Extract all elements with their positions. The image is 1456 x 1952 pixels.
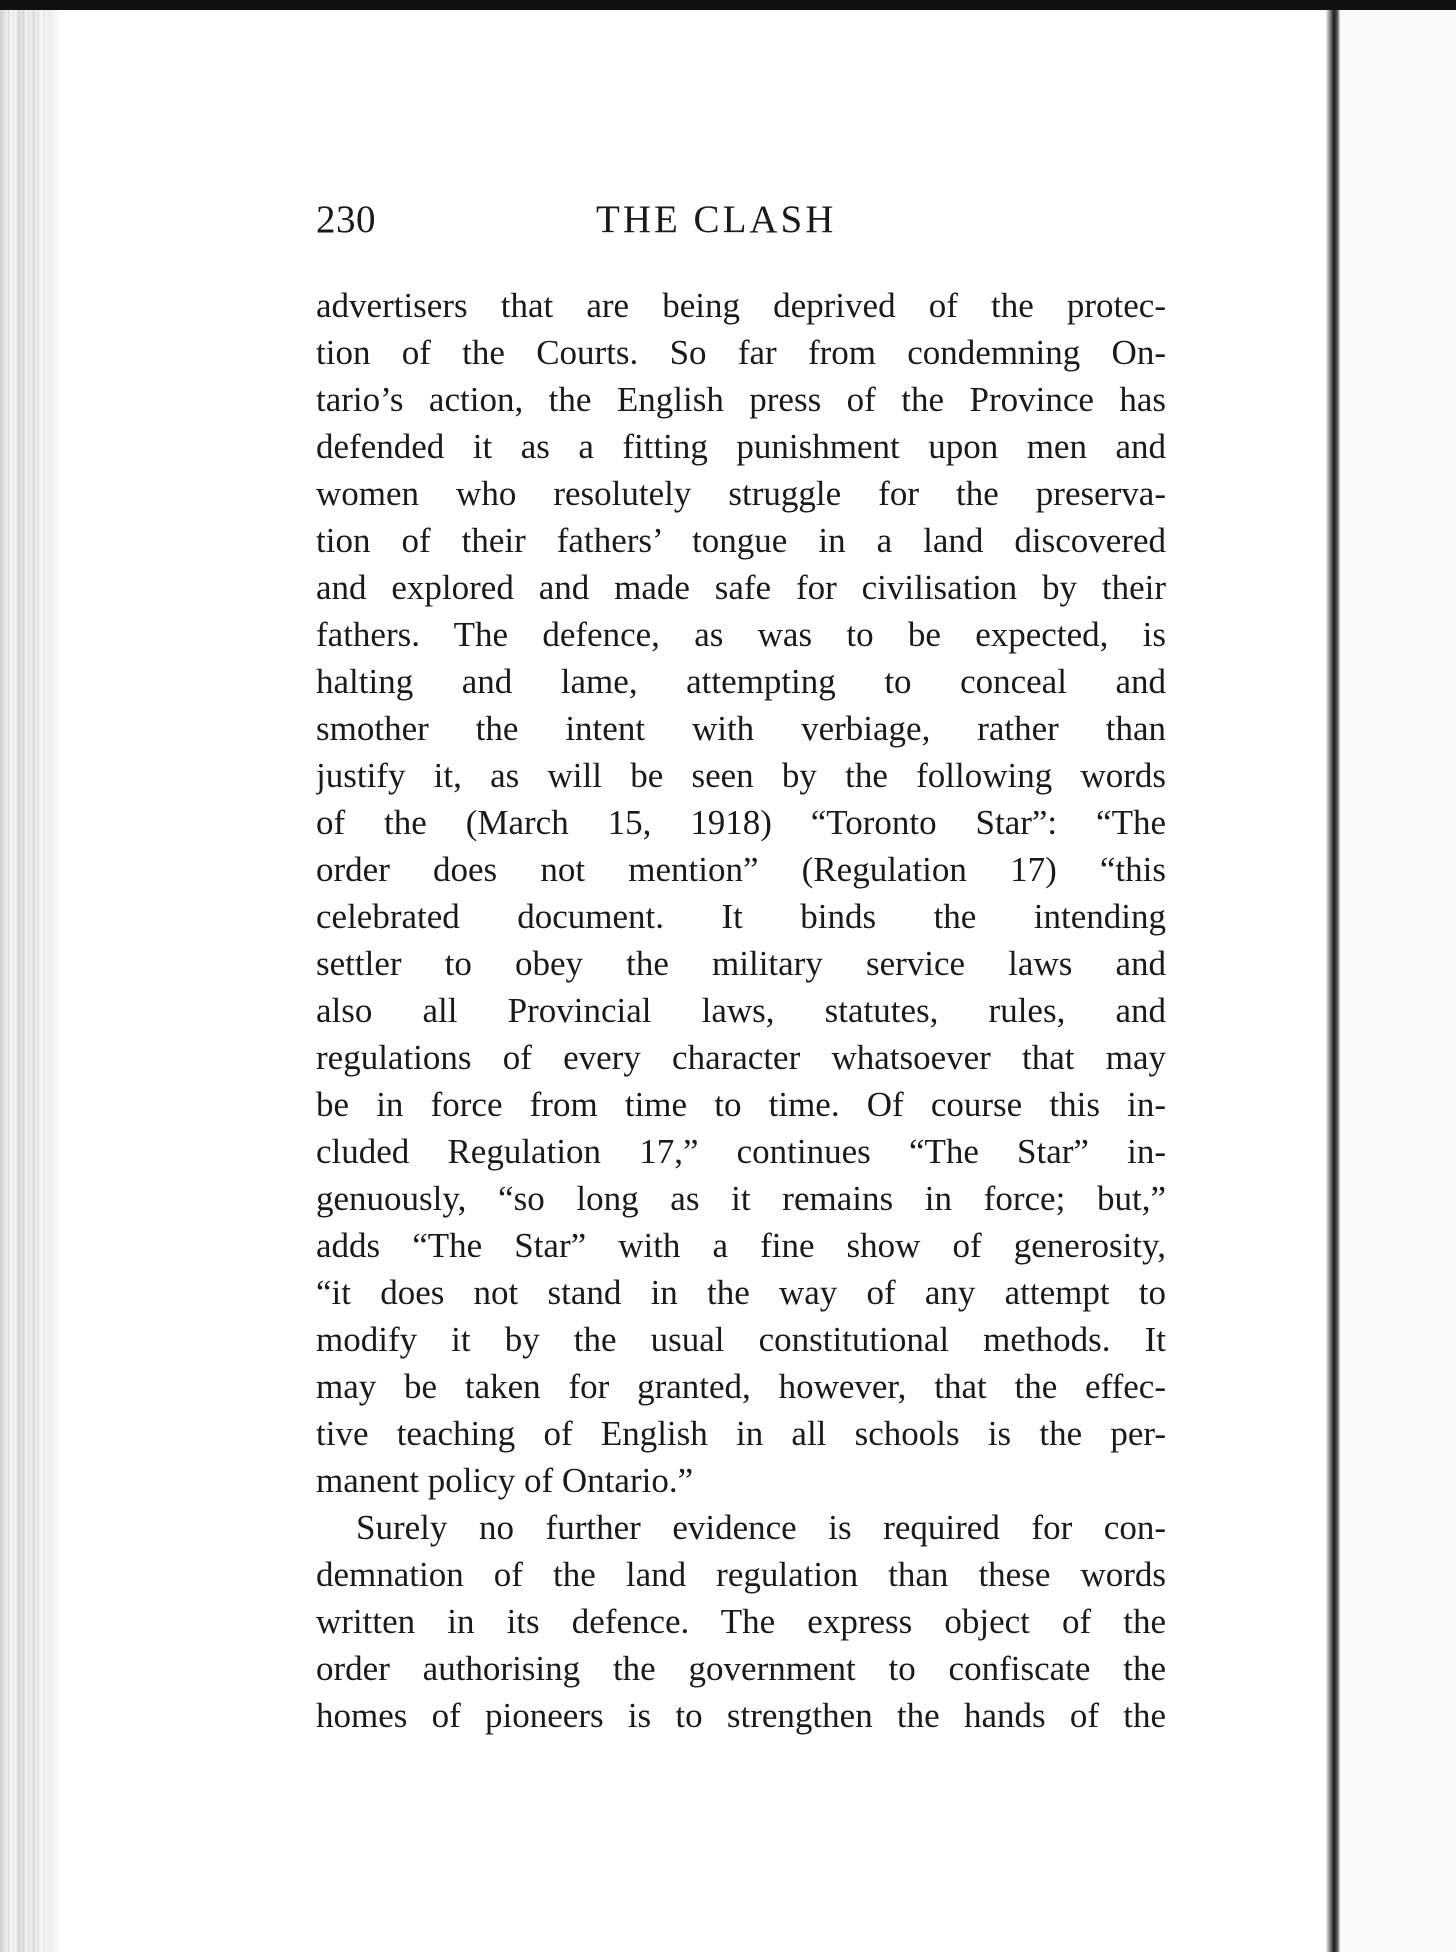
paragraph	[316, 1504, 1166, 1739]
text-line: be in force from time to time. Of course this in-	[316, 1085, 1166, 1124]
text-line: women who resolutely struggle for the preserva-	[316, 474, 1166, 513]
text-line: order authorising the government to confiscate the	[316, 1649, 1166, 1688]
text-line: fathers. The defence, as was to be expected, is	[316, 615, 1166, 654]
text-line: halting and lame, attempting to conceal and	[316, 662, 1166, 701]
text-line: defended it as a fitting punishment upon men and	[316, 427, 1166, 466]
page-stack-lines	[8, 10, 44, 1952]
text-line: also all Provincial laws, statutes, rules, and	[316, 991, 1166, 1030]
text-line: homes of pioneers is to strengthen the hands of the	[316, 1696, 1166, 1735]
text-line: tion of the Courts. So far from condemning On-	[316, 333, 1166, 372]
text-line: settler to obey the military service laws and	[316, 944, 1166, 983]
running-head	[316, 196, 866, 244]
scan-top-border	[0, 0, 1456, 10]
book-title: THE CLASH	[596, 198, 837, 241]
paragraph	[316, 282, 1166, 1504]
body-text	[316, 282, 1166, 1739]
text-line: modify it by the usual constitutional methods. It	[316, 1320, 1166, 1359]
text-line: cluded Regulation 17,” continues “The Star” in-	[316, 1132, 1166, 1171]
text-line: genuously, “so long as it remains in force; but,”	[316, 1179, 1166, 1218]
text-line: “it does not stand in the way of any attempt to	[316, 1273, 1166, 1312]
text-line: tion of their fathers’ tongue in a land discovered	[316, 521, 1166, 560]
text-line: celebrated document. It binds the intending	[316, 897, 1166, 936]
text-line: tive teaching of English in all schools is the per-	[316, 1414, 1166, 1453]
text-line: advertisers that are being deprived of the protec-	[316, 286, 1166, 325]
text-line: demnation of the land regulation than these words	[316, 1555, 1166, 1594]
text-line: of the (March 15, 1918) “Toronto Star”: “The	[316, 803, 1166, 842]
text-line: manent policy of Ontario.”	[316, 1461, 694, 1500]
text-line: regulations of every character whatsoever that may	[316, 1038, 1166, 1077]
facing-page	[1340, 10, 1456, 1952]
text-line: smother the intent with verbiage, rather than	[316, 709, 1166, 748]
book-binding-gutter	[1326, 10, 1340, 1952]
text-line: justify it, as will be seen by the following words	[316, 756, 1166, 795]
text-line: tario’s action, the English press of the Province has	[316, 380, 1166, 419]
text-line: adds “The Star” with a fine show of generosity,	[316, 1226, 1166, 1265]
page-number: 230	[316, 198, 376, 241]
text-line: may be taken for granted, however, that the effec-	[316, 1367, 1166, 1406]
text-line: order does not mention” (Regulation 17) “this	[316, 850, 1166, 889]
text-line: and explored and made safe for civilisation by their	[316, 568, 1166, 607]
text-line: written in its defence. The express object of the	[316, 1602, 1166, 1641]
text-line: Surely no further evidence is required for con-	[356, 1508, 1166, 1547]
